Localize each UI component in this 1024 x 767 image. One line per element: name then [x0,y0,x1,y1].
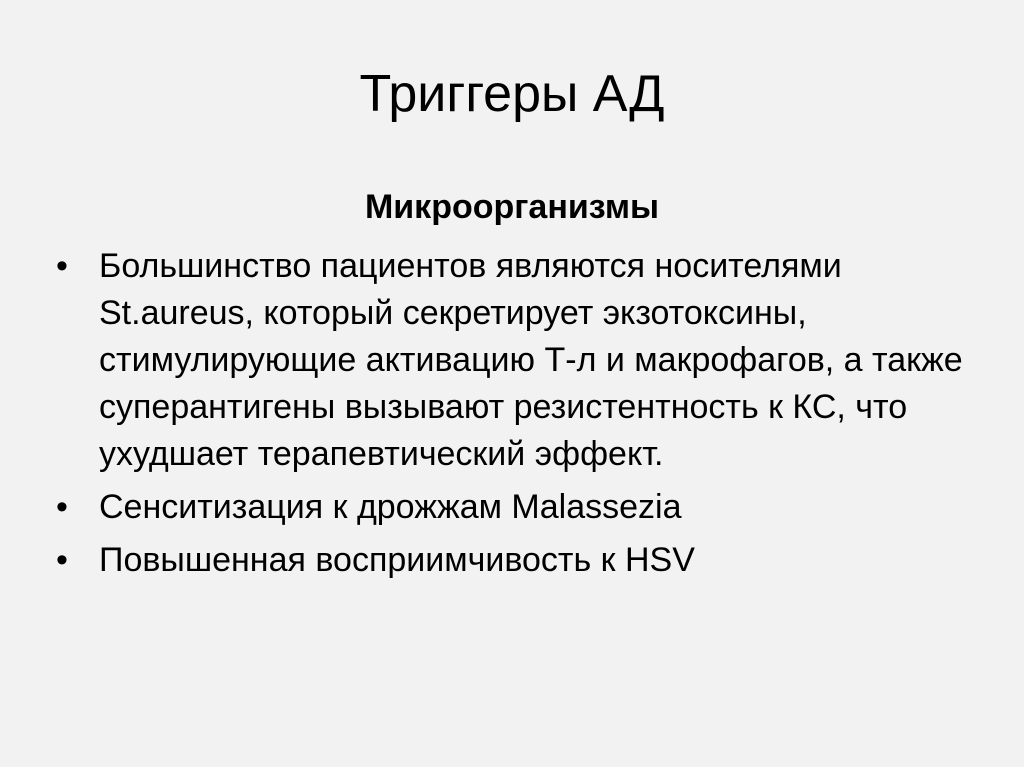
bullet-item-hsv [56,537,976,584]
bullet-marker: • [56,541,68,579]
bullet-text: Сенситизация к дрожжам Malassezia [99,488,682,526]
bullet-text: Повышенная восприимчивость к HSV [99,541,695,579]
bullet-marker: • [56,488,68,526]
bullet-text: Большинство пациентов являются носителями St.aureus, который секретирует экзотоксины, стимулирующие активацию Т-л и макрофагов, а также суперантигены вызывают резистентность к КС, что ухудшает терапевтический эффект. [99,247,963,473]
section-heading: Микроорганизмы [364,188,660,226]
bullet-list [56,243,976,590]
slide-title: Триггеры АД [359,65,665,123]
bullet-item-malassezia [56,484,976,531]
bullet-marker: • [56,247,68,285]
bullet-item-staureus [56,243,976,478]
